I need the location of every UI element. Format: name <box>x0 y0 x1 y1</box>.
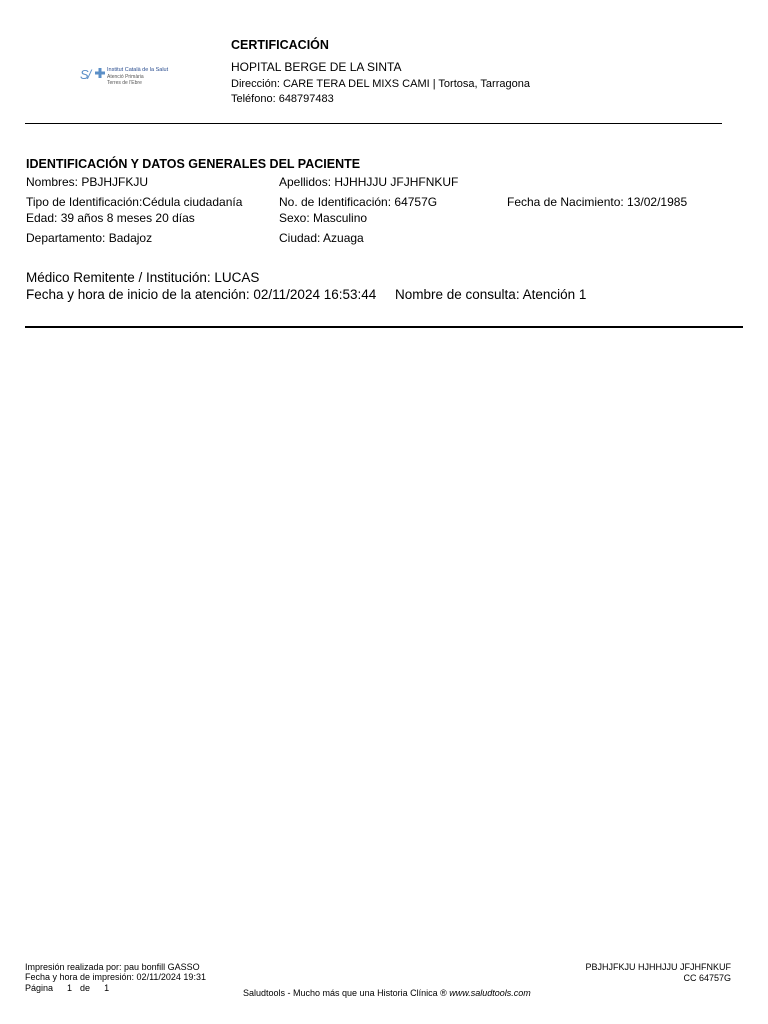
page-of: de <box>80 983 91 993</box>
footer-patient-id: CC 64757G <box>683 973 731 983</box>
consultation-name: Nombre de consulta: Atención 1 <box>395 287 587 302</box>
section-divider <box>25 326 743 328</box>
patient-id-type: Tipo de Identificación:Cédula ciudadanía <box>26 195 243 209</box>
patient-age: Edad: 39 años 8 meses 20 días <box>26 211 195 225</box>
patient-city: Ciudad: Azuaga <box>279 231 364 245</box>
page-number: 1 <box>67 983 73 993</box>
logo-line-2: Atenció Primària <box>107 74 144 80</box>
logo-mark: S/ <box>80 67 91 82</box>
tagline-website: www.saludtools.com <box>449 988 531 998</box>
patient-sex: Sexo: Masculino <box>279 211 368 225</box>
footer-print-date: Fecha y hora de impresión: 02/11/2024 19:31 <box>25 972 206 982</box>
header-divider <box>25 123 722 124</box>
footer-tagline <box>243 988 531 998</box>
hospital-address: Dirección: CARE TERA DEL MIXS CAMI | Tortosa, Tarragona <box>231 78 530 90</box>
patient-section-title: IDENTIFICACIÓN Y DATOS GENERALES DEL PACIENTE <box>26 157 361 171</box>
health-cross-icon <box>95 68 105 78</box>
tagline-text: Saludtools - Mucho más que una Historia Clínica ® <box>243 988 447 998</box>
hospital-phone: Teléfono: 648797483 <box>231 93 334 105</box>
patient-department: Departamento: Badajoz <box>26 231 153 245</box>
patient-first-names: Nombres: PBJHJFKJU <box>26 175 149 189</box>
logo-line-1: Institut Català de la Salut <box>107 67 169 73</box>
footer-printed-by: Impresión realizada por: pau bonfill GASSO <box>25 962 200 972</box>
page-total: 1 <box>104 983 110 993</box>
footer-patient-name: PBJHJFKJU HJHHJJU JFJHFNKUF <box>585 962 731 972</box>
document-title: CERTIFICACIÓN <box>231 38 329 52</box>
patient-last-names: Apellidos: HJHHJJU JFJHFNKUF <box>279 175 459 189</box>
referring-physician: Médico Remitente / Institución: LUCAS <box>26 270 260 285</box>
logo-line-3: Terres de l'Ebre <box>107 80 142 86</box>
page-label: Página <box>25 983 54 993</box>
institution-logo <box>80 66 180 88</box>
attention-start-datetime: Fecha y hora de inicio de la atención: 02/11/2024 16:53:44 <box>26 287 377 302</box>
patient-id-number: No. de Identificación: 64757G <box>279 195 438 209</box>
hospital-name: HOPITAL BERGE DE LA SINTA <box>231 60 402 74</box>
footer-page-indicator <box>25 983 109 993</box>
patient-birth-date: Fecha de Nacimiento: 13/02/1985 <box>507 195 688 209</box>
